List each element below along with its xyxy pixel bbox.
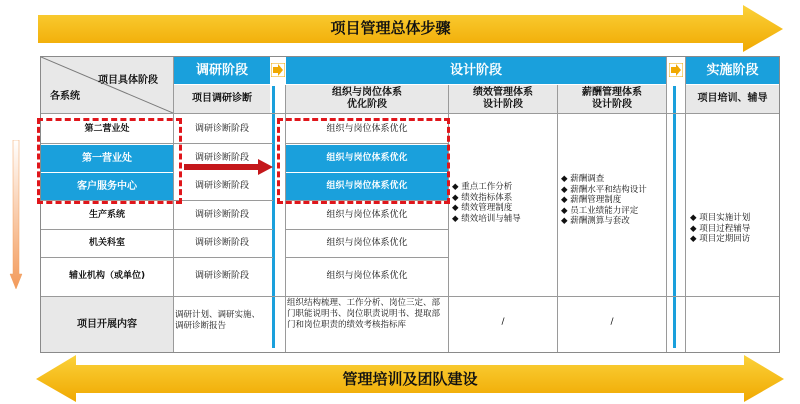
phase-arrow-icon	[669, 63, 683, 77]
research-cell: 调研诊断阶段	[194, 124, 249, 134]
corner-bottom-label: 各系统	[50, 91, 80, 102]
org-cell: 组织与岗位体系优化	[286, 173, 448, 200]
down-arrow-icon	[9, 140, 23, 290]
grid-line	[286, 229, 448, 230]
grid-line	[41, 113, 779, 114]
top-banner-title: 项目管理总体步骤	[330, 19, 451, 37]
content-performance: /	[501, 316, 505, 327]
research-cell: 调研诊断阶段	[194, 153, 249, 163]
content-salary: /	[610, 316, 614, 327]
grid-line	[685, 57, 686, 352]
research-phase-sub: 项目调研诊断	[174, 85, 270, 113]
row-name: 第一营业处	[41, 145, 173, 172]
design-sub-salary: 薪酬管理体系 设计阶段	[558, 85, 666, 113]
implement-phase-sub: 项目培训、辅导	[686, 85, 779, 113]
org-cell: 组织与岗位体系优化	[286, 145, 448, 172]
list-item: ◆ 项目过程辅导	[690, 223, 751, 234]
grid-line	[666, 57, 667, 352]
org-cell: 组织与岗位体系优化	[326, 210, 408, 220]
highlight-box-right	[277, 118, 450, 204]
performance-list	[452, 182, 556, 224]
list-item: ◆ 薪酬调查	[561, 174, 605, 184]
research-cell: 调研诊断阶段	[194, 181, 249, 191]
phase-arrow-icon	[271, 63, 285, 77]
research-cell: 调研诊断阶段	[194, 271, 249, 281]
grid-line	[41, 257, 273, 258]
grid-line	[286, 257, 448, 258]
org-cell: 组织与岗位体系优化	[326, 238, 408, 248]
red-arrow-icon	[184, 158, 274, 176]
list-item: ◆ 绩效指标体系	[452, 192, 513, 203]
grid-line	[41, 229, 273, 230]
list-item: ◆ 员工业绩能力评定	[561, 205, 639, 216]
list-item: ◆ 薪酬管理制度	[561, 195, 622, 205]
design-sub-org: 组织与岗位体系 优化阶段	[286, 85, 448, 113]
separator-bar	[673, 86, 676, 348]
research-cell: 调研诊断阶段	[194, 210, 249, 220]
content-org: 组织结构梳理、工作分析、岗位三定、部门职能说明书、岗位职责说明书、提取部门和岗位职责的绩效考核指标库	[287, 298, 441, 330]
row-name: 客户服务中心	[41, 173, 173, 200]
research-cell: 调研诊断阶段	[194, 238, 249, 248]
bottom-banner-title: 管理培训及团队建设	[342, 370, 478, 388]
grid-line	[173, 57, 174, 352]
list-item: ◆ 重点工作分析	[452, 182, 513, 192]
row-name: 机关科室	[88, 238, 125, 248]
list-item: ◆ 绩效管理制度	[452, 203, 513, 213]
row-name: 第二营业处	[84, 124, 130, 134]
row-name: 生产系统	[88, 210, 125, 220]
salary-list	[561, 174, 665, 227]
highlight-box-left	[37, 118, 182, 204]
row-name: 辅业机构（或单位)	[68, 271, 146, 281]
content-row-label: 项目开展内容	[41, 297, 173, 352]
design-phase-title: 设计阶段	[286, 57, 666, 84]
list-item: ◆ 项目实施计划	[690, 213, 751, 223]
design-sub-performance: 绩效管理体系 设计阶段	[449, 85, 557, 113]
list-item: ◆ 薪酬水平和结构设计	[561, 184, 647, 195]
org-cell: 组织与岗位体系优化	[326, 271, 408, 281]
content-research: 调研计划、调研实施、 调研诊断报告	[175, 310, 261, 331]
list-item: ◆ 薪酬测算与套改	[561, 216, 630, 226]
list-item: ◆ 项目定期回访	[690, 234, 751, 244]
research-phase-title: 调研阶段	[174, 57, 270, 84]
separator-bar	[272, 86, 275, 348]
corner-top-label: 项目具体阶段	[98, 75, 158, 86]
implement-phase-title: 实施阶段	[686, 57, 779, 84]
list-item: ◆ 绩效培训与辅导	[452, 213, 521, 224]
org-cell: 组织与岗位体系优化	[326, 124, 408, 134]
implement-list	[690, 213, 779, 245]
